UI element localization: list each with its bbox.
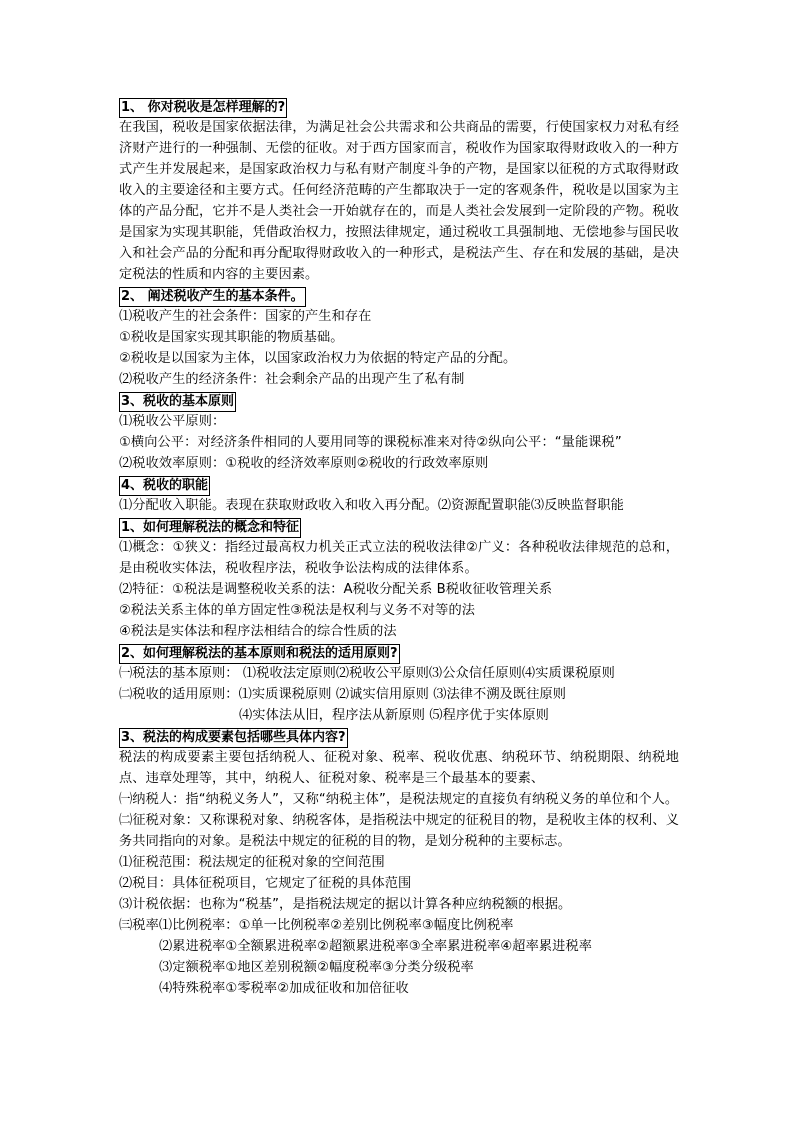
section-heading-row bbox=[119, 285, 679, 306]
section-heading: 4、税收的职能 bbox=[119, 476, 210, 496]
text-line-indented: ⑶定额税率①地区差别税额②幅度税率③分类分级税率 bbox=[159, 960, 474, 975]
section-heading: 3、税收的基本原则 bbox=[119, 392, 236, 412]
section-heading-row bbox=[119, 516, 679, 537]
text-line-indented: ⑷特殊税率①零税率②加成征收和加倍征收 bbox=[159, 981, 409, 996]
text-line: ⑴分配收入职能。表现在获取财政收入和收入再分配。⑵资源配置职能⑶反映监督职能 bbox=[119, 498, 624, 513]
paragraph: ㈠纳税人：指“纳税义务人”，又称“纳税主体”，是税法规定的直接负有纳税义务的单位和个人。 bbox=[119, 792, 679, 807]
document-page bbox=[119, 96, 679, 999]
section-heading-row bbox=[119, 474, 679, 495]
text-line-indented: ⑷实体法从旧，程序法从新原则 ⑸程序优于实体原则 bbox=[239, 708, 549, 723]
text-line: ⑵税收效率原则：①税收的经济效率原则②税收的行政效率原则 bbox=[119, 456, 489, 471]
paragraph: 在我国，税收是国家依据法律，为满足社会公共需求和公共商品的需要，行使国家权力对私有经济财产进行的一种强制、无偿的征收。对于西方国家而言，税收作为国家取得财政收入的一种方式产生并发展起来，是国家政治权力与私有财产制度斗争的产物，是国家以征税的方式取得财政收入的主要途径和主要方式。任何经济范畴的产生都取决于一定的客观条件，税收是以国家为主体的产品分配，它并不是人类社会一开始就存在的，而是人类社会发展到一定阶段的产物。税收是国家为实现其职能，凭借政治权力，按照法律规定，通过税收工具强制地、无偿地参与国民收入和社会产品的分配和再分配取得财政收入的一种形式，是税法产生、存在和发展的基础，是决定税法的性质和内容的主要因素。 bbox=[119, 120, 679, 282]
text-line: ⑴征税范围：税法规定的征税对象的空间范围 bbox=[119, 855, 385, 870]
section-heading: 1、如何理解税法的概念和特征 bbox=[119, 518, 301, 538]
paragraph: 税法的构成要素主要包括纳税人、征税对象、税率、税收优惠、纳税环节、纳税期限、纳税地点、违章处理等，其中，纳税人、征税对象、税率是三个最基本的要素、 bbox=[119, 750, 679, 786]
paragraph: ⑴概念：①狭义：指经过最高权力机关正式立法的税收法律②广义：各种税收法律规范的总和，是由税收实体法，税收程序法，税收争讼法构成的法律体系。 bbox=[119, 540, 679, 576]
section-heading: 2、如何理解税法的基本原则和税法的适用原则? bbox=[119, 644, 400, 664]
section-heading: 3、税法的构成要素包括哪些具体内容? bbox=[119, 728, 348, 748]
section-heading: 1、 你对税收是怎样理解的? bbox=[119, 98, 287, 118]
section-heading-row bbox=[119, 96, 679, 117]
text-line: ②税法关系主体的单方固定性③税法是权利与义务不对等的法 bbox=[119, 603, 476, 618]
section-heading: 2、 阐述税收产生的基本条件。 bbox=[119, 287, 306, 307]
text-line: ㈢税率⑴比例税率：①单一比例税率②差别比例税率③幅度比例税率 bbox=[119, 918, 514, 933]
text-line: ⑵税目：具体征税项目，它规定了征税的具体范围 bbox=[119, 876, 412, 891]
section-heading-row bbox=[119, 390, 679, 411]
text-line: ㈡税收的适用原则：⑴实质课税原则 ⑵诚实信用原则 ⑶法律不溯及既往原则 bbox=[119, 687, 567, 702]
text-line: ⑶计税依据：也称为“税基”，是指税法规定的据以计算各种应纳税额的根据。 bbox=[119, 897, 572, 912]
text-line: ②税收是以国家为主体，以国家政治权力为依据的特定产品的分配。 bbox=[119, 351, 517, 366]
section-heading-row bbox=[119, 726, 679, 747]
text-line: ①横向公平：对经济条件相同的人要用同等的课税标准来对待②纵向公平：“量能课税” bbox=[119, 435, 622, 450]
text-line: ⑵特征：①税法是调整税收关系的法：A税收分配关系 B税收征收管理关系 bbox=[119, 582, 553, 597]
text-line: ㈠税法的基本原则： ⑴税收法定原则⑵税收公平原则⑶公众信任原则⑷实质课税原则 bbox=[119, 666, 615, 681]
text-line: ④税法是实体法和程序法相结合的综合性质的法 bbox=[119, 624, 397, 639]
text-line: ⑵税收产生的经济条件：社会剩余产品的出现产生了私有制 bbox=[119, 372, 465, 387]
text-line: ⑴税收产生的社会条件：国家的产生和存在 bbox=[119, 309, 372, 324]
text-line: ⑴税收公平原则： bbox=[119, 414, 226, 429]
text-line: ①税收是国家实现其职能的物质基础。 bbox=[119, 330, 344, 345]
section-heading-row bbox=[119, 642, 679, 663]
paragraph: ㈡征税对象：又称课税对象、纳税客体，是指税法中规定的征税目的物，是税收主体的权利、义务共同指向的对象。是税法中规定的征税的目的物，是划分税种的主要标志。 bbox=[119, 813, 679, 849]
text-line-indented: ⑵累进税率①全额累进税率②超额累进税率③全率累进税率④超率累进税率 bbox=[159, 939, 593, 954]
